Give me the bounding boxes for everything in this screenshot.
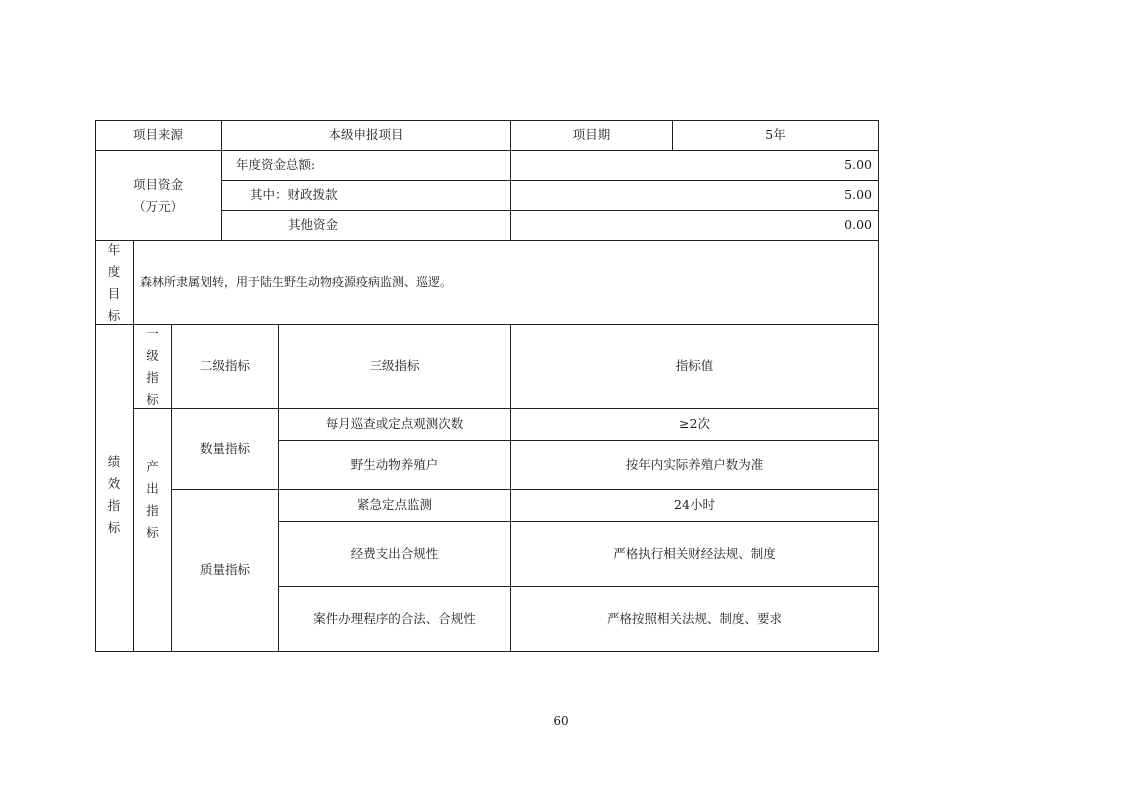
goal-char-1: 年 [107, 241, 121, 257]
page-number: 60 [553, 714, 569, 728]
goal-text-content: 森林所隶属划转，用于陆生野生动物疫源疫病监测、巡逻。 [140, 275, 453, 290]
output-char-1: 产 [146, 459, 159, 474]
level1-char-4: 标 [146, 391, 159, 407]
perf-char-4: 标 [107, 520, 121, 535]
fiscal-label-text: 其中：财政拨款 [250, 187, 338, 203]
quantity-label: 数量指标 [172, 409, 279, 490]
level2-header: 二级指标 [172, 325, 279, 409]
fiscal-label [222, 181, 511, 211]
row-2-value: 按年内实际养殖户数为准 [511, 441, 879, 490]
value-header: 指标值 [511, 325, 879, 409]
row-5-level3: 案件办理程序的合法、合规性 [279, 587, 511, 652]
row-1-level3: 每月巡查或定点观测次数 [279, 409, 511, 441]
row-1-value: ≥2次 [511, 409, 879, 441]
total-value: 5.00 [511, 151, 879, 181]
other-value: 0.00 [511, 211, 879, 241]
output-char-4: 标 [146, 525, 159, 540]
period-value: 5年 [673, 120, 879, 151]
funds-label-line1: 项目资金 [132, 176, 183, 192]
period-label: 项目期 [511, 120, 673, 151]
output-label [134, 409, 172, 652]
row-2-level3: 野生动物养殖户 [279, 441, 511, 490]
source-label: 项目来源 [95, 120, 222, 151]
perf-char-1: 绩 [107, 454, 121, 469]
row-4-level3: 经费支出合规性 [279, 522, 511, 587]
total-label [222, 151, 511, 181]
other-label-text: 其他资金 [288, 217, 339, 233]
row-3-level3: 紧急定点监测 [279, 490, 511, 522]
level1-header [134, 325, 172, 409]
source-value: 本级申报项目 [222, 120, 511, 151]
funds-label-line2: （万元） [132, 198, 183, 214]
goal-char-2: 度 [107, 263, 121, 279]
level1-char-2: 级 [146, 347, 159, 363]
goal-text [134, 241, 879, 325]
perf-label [95, 325, 134, 652]
output-char-2: 出 [146, 481, 159, 496]
funds-label [95, 151, 222, 241]
other-label [222, 211, 511, 241]
goal-char-4: 标 [107, 307, 121, 323]
level3-header: 三级指标 [279, 325, 511, 409]
row-3-value: 24小时 [511, 490, 879, 522]
row-4-value: 严格执行相关财经法规、制度 [511, 522, 879, 587]
output-char-3: 指 [146, 503, 159, 518]
level1-char-1: 一 [146, 325, 159, 341]
total-label-text: 年度资金总额: [236, 157, 316, 173]
quality-label: 质量指标 [172, 490, 279, 652]
goal-char-3: 目 [107, 285, 121, 301]
row-5-value: 严格按照相关法规、制度、要求 [511, 587, 879, 652]
perf-char-3: 指 [107, 498, 121, 513]
level1-char-3: 指 [146, 369, 159, 385]
goal-label [95, 241, 134, 325]
perf-char-2: 效 [107, 476, 121, 491]
fiscal-value: 5.00 [511, 181, 879, 211]
